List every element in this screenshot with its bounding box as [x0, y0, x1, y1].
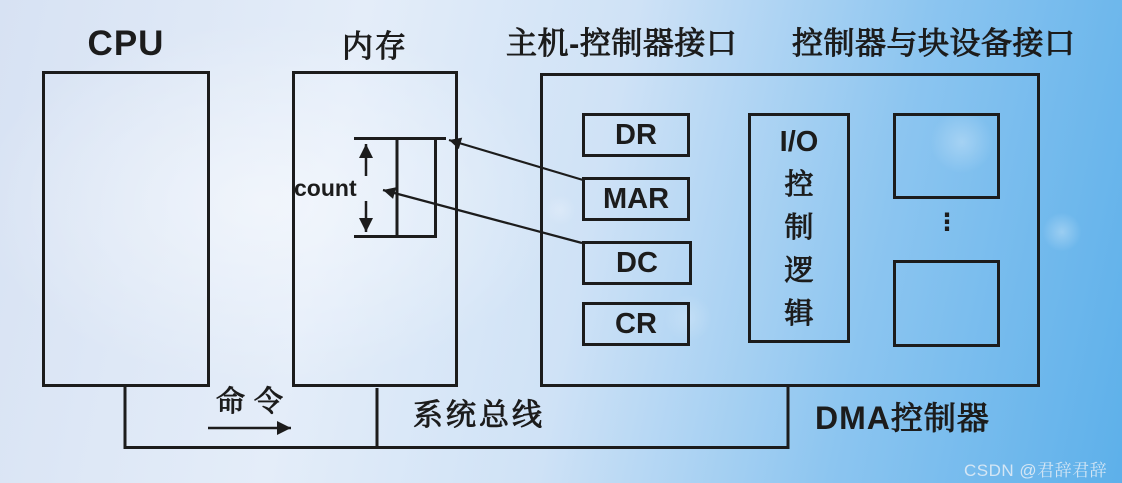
command-label: 命令	[216, 386, 293, 418]
host-controller-interface-label: 主机-控制器接口	[506, 26, 738, 61]
cpu-label: CPU	[87, 24, 165, 63]
system-bus-label: 系统总线	[413, 399, 545, 432]
memory-label: 内存	[342, 29, 408, 64]
count-label: count	[294, 175, 357, 201]
cpu-box	[42, 71, 210, 387]
register-dr: DR	[582, 113, 690, 157]
io-logic-line: I/O	[779, 125, 819, 158]
device-interface-box-2	[893, 260, 1000, 347]
io-logic-line: 辑	[784, 297, 814, 330]
register-cr: CR	[582, 302, 690, 346]
io-logic-line: 制	[784, 211, 814, 244]
io-logic-line: 逻	[784, 254, 814, 287]
register-mar: MAR	[582, 177, 690, 221]
dma-controller-label: DMA控制器	[815, 400, 990, 436]
io-logic-line: 控	[784, 168, 814, 201]
io-control-logic-box	[748, 113, 850, 343]
device-interface-box-1	[893, 113, 1000, 199]
controller-block-device-interface-label: 控制器与块设备接口	[792, 26, 1076, 61]
memory-box	[292, 71, 458, 387]
device-ellipsis: ⋮	[935, 209, 959, 236]
csdn-watermark: CSDN @君辞君辞	[964, 461, 1108, 480]
register-dc: DC	[582, 241, 692, 285]
